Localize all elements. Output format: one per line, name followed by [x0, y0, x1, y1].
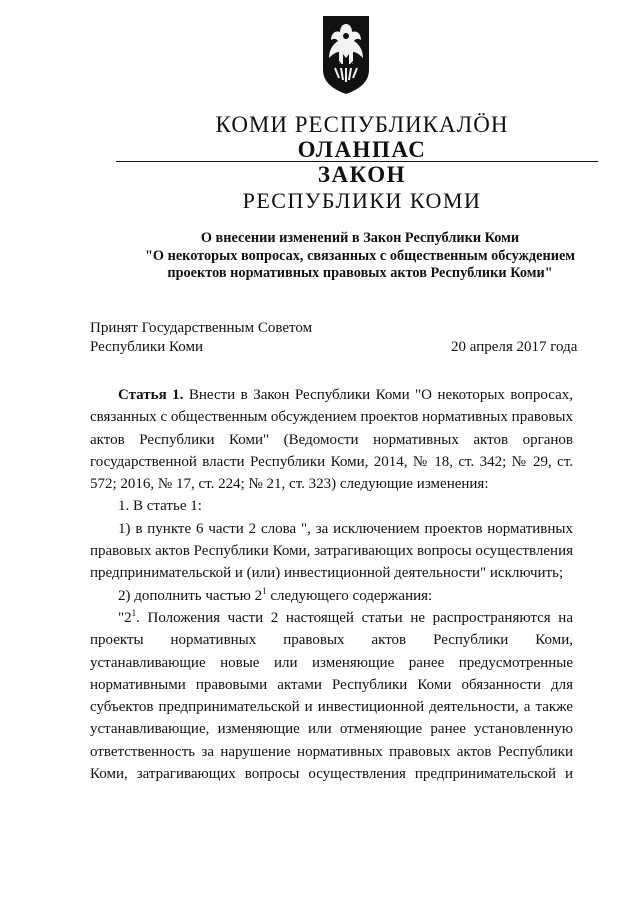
subitem-2-text-end: следующего содержания: [266, 587, 433, 604]
law-title-line-1: О внесении изменений в Закон Республики Коми [200, 230, 520, 246]
header-olanpas: ОЛАНПАС [297, 137, 427, 162]
header-komi-line: КОМИ РЕСПУБЛИКАЛӦН [215, 112, 509, 137]
quote-start: "2 [118, 609, 132, 626]
adoption-line-1: Принят Государственным Советом [90, 320, 313, 336]
article-1-intro-paragraph [90, 384, 573, 495]
subitem-2 [90, 585, 573, 607]
quoted-part-2-1 [90, 607, 573, 785]
adoption-line-2: Республики Коми [90, 338, 203, 355]
subitem-1: 1) в пункте 6 части 2 слова ", за исключением проектов нормативных правовых актов Республики Коми, затрагивающих вопросы осуществления предпринимательской и (или) инвестиционной деятельности" исключить; [90, 520, 573, 582]
subitem-2-superscript: 1 [262, 585, 267, 596]
header-zakon: ЗАКОН [317, 162, 407, 187]
header-republic: РЕСПУБЛИКИ КОМИ [242, 188, 482, 213]
quote-text: . Положения части 2 настоящей статьи не распространяются на проекты нормативных правовых актов Республики Коми, устанавливающие новые или изменяющие ранее предусмотренные нормативными правовыми актами Республики Коми обязанности для субъектов предпринимательской и инвестиционной деятельности, а также устанавливающие, изменяющие или отменяющие ранее установленную ответственность за нарушение нормативных правовых актов Республики Коми, затрагивающих вопросы осуществления предпринимательской и [90, 609, 573, 783]
article-1-intro: Внести в Закон Республики Коми "О некоторых вопросах, связанных с общественным обсуждением проектов нормативных правовых актов Республики Коми" (Ведомости нормативных актов органов государственной власти Республики Коми, 2014, № 18, ст. 342; № 29, ст. 572; 2016, № 17, ст. 224; № 21, ст. 323) следующие изменения: [90, 387, 574, 493]
law-title-line-3: проектов нормативных правовых актов Республики Коми" [167, 265, 553, 281]
adoption-info [90, 319, 312, 356]
komi-coat-of-arms-icon [321, 14, 371, 96]
article-1-body [90, 384, 573, 785]
law-title [90, 230, 630, 283]
quote-superscript: 1 [131, 607, 137, 618]
article-1-label: Статья 1. [118, 387, 184, 403]
subitem-2-text: 2) дополнить частью 2 [118, 587, 263, 604]
adoption-date: 20 апреля 2017 года [451, 339, 578, 355]
law-title-line-2: "О некоторых вопросах, связанных с общественным обсуждением [144, 247, 576, 264]
item-1: 1. В статье 1: [118, 498, 202, 515]
